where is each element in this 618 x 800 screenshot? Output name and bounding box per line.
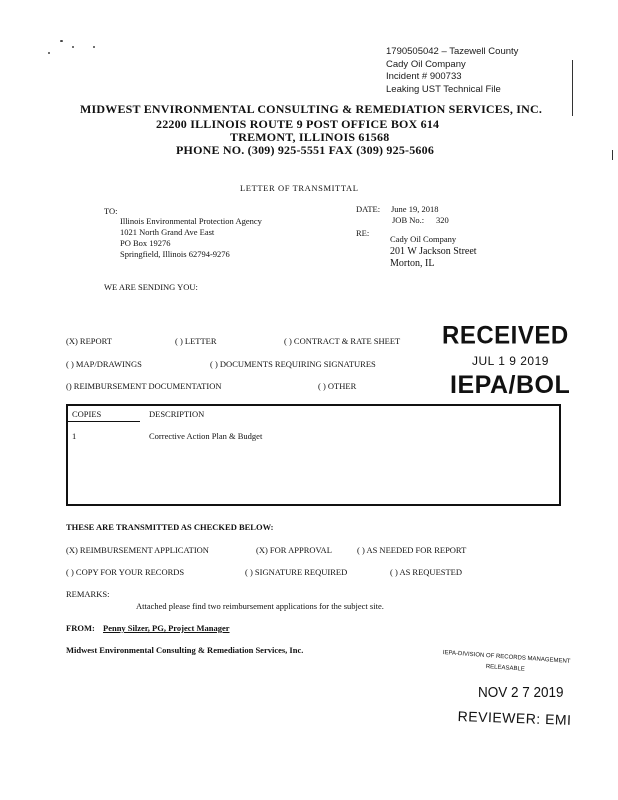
received-stamp-agency: IEPA/BOL <box>450 371 571 399</box>
description-header: DESCRIPTION <box>149 409 205 419</box>
header-rule <box>68 421 140 422</box>
scan-speck <box>60 40 63 42</box>
option-contract: ( ) CONTRACT & RATE SHEET <box>284 336 401 346</box>
row-copies: 1 <box>72 431 77 441</box>
scan-speck <box>48 52 50 54</box>
records-stamp-date: NOV 2 7 2019 <box>478 684 564 701</box>
to-label: TO: <box>104 206 118 216</box>
routing-note-line: Incident # 900733 <box>386 71 462 82</box>
received-stamp-date: JUL 1 9 2019 <box>472 354 549 368</box>
option-maps: ( ) MAP/DRAWINGS <box>66 359 142 369</box>
re-address <box>390 233 477 271</box>
scan-speck <box>72 46 74 48</box>
option-letter: ( ) LETTER <box>175 336 217 346</box>
records-stamp-releasable: RELEASABLE <box>485 664 525 673</box>
records-stamp-header: IEPA-DIVISION OF RECORDS MANAGEMENT <box>442 650 571 665</box>
date-value: June 19, 2018 <box>391 204 439 214</box>
routing-note <box>386 46 518 96</box>
copies-table <box>66 404 561 506</box>
letterhead-company: MIDWEST ENVIRONMENTAL CONSULTING & REMEDIATION SERVICES, INC. <box>80 102 543 116</box>
note-edge-line <box>572 60 573 116</box>
company-footer: Midwest Environmental Consulting & Remediation Services, Inc. <box>66 645 304 655</box>
option-copy-records: ( ) COPY FOR YOUR RECORDS <box>66 567 185 577</box>
job-value: 320 <box>436 215 449 225</box>
scan-speck <box>93 46 95 48</box>
option-as-requested: ( ) AS REQUESTED <box>390 567 463 577</box>
remarks-label: REMARKS: <box>66 589 110 599</box>
row-description: Corrective Action Plan & Budget <box>149 431 263 441</box>
re-label: RE: <box>356 228 370 238</box>
to-address <box>120 216 262 260</box>
routing-note-line: Cady Oil Company <box>386 58 466 70</box>
copies-header: COPIES <box>72 409 102 419</box>
transmitted-label: THESE ARE TRANSMITTED AS CHECKED BELOW: <box>66 522 274 532</box>
option-other: ( ) OTHER <box>318 381 357 391</box>
scan-mark <box>612 150 613 160</box>
option-report: (X) REPORT <box>66 336 113 346</box>
re-line: Morton, IL <box>390 258 435 269</box>
to-address-line: 1021 North Grand Ave East <box>120 227 215 237</box>
letterhead-phone: PHONE NO. (309) 925-5551 FAX (309) 925-5606 <box>176 143 435 157</box>
option-for-approval: (X) FOR APPROVAL <box>256 545 332 555</box>
option-as-needed: ( ) AS NEEDED FOR REPORT <box>357 545 467 555</box>
routing-note-line: 1790505042 – Tazewell County <box>386 46 519 57</box>
document-title: LETTER OF TRANSMITTAL <box>240 183 359 193</box>
remarks-text: Attached please find two reimbursement applications for the subject site. <box>136 601 384 611</box>
to-address-line: PO Box 19276 <box>120 238 171 248</box>
option-docs-signatures: ( ) DOCUMENTS REQUIRING SIGNATURES <box>210 359 376 369</box>
option-reimbursement-application: (X) REIMBURSEMENT APPLICATION <box>66 545 209 555</box>
routing-note-line: Leaking UST Technical File <box>386 83 501 95</box>
records-stamp-reviewer: REVIEWER: EMI <box>457 708 572 728</box>
from-label: FROM: <box>66 623 95 633</box>
option-signature-required: ( ) SIGNATURE REQUIRED <box>245 567 348 577</box>
to-address-line: Springfield, Illinois 62794-9276 <box>120 249 230 259</box>
option-reimbursement-doc: () REIMBURSEMENT DOCUMENTATION <box>66 381 222 391</box>
to-address-line: Illinois Environmental Protection Agency <box>120 216 262 226</box>
from-value: Penny Silzer, PG, Project Manager <box>103 623 230 633</box>
job-label: JOB No.: <box>392 215 425 225</box>
received-stamp-word: RECEIVED <box>442 321 569 350</box>
sending-label: WE ARE SENDING YOU: <box>104 282 198 292</box>
date-label: DATE: <box>356 204 381 214</box>
re-line: Cady Oil Company <box>390 234 457 244</box>
re-line: 201 W Jackson Street <box>390 245 477 257</box>
letterhead-city: TREMONT, ILLINOIS 61568 <box>230 130 390 144</box>
letterhead-address: 22200 ILLINOIS ROUTE 9 POST OFFICE BOX 614 <box>156 117 440 131</box>
